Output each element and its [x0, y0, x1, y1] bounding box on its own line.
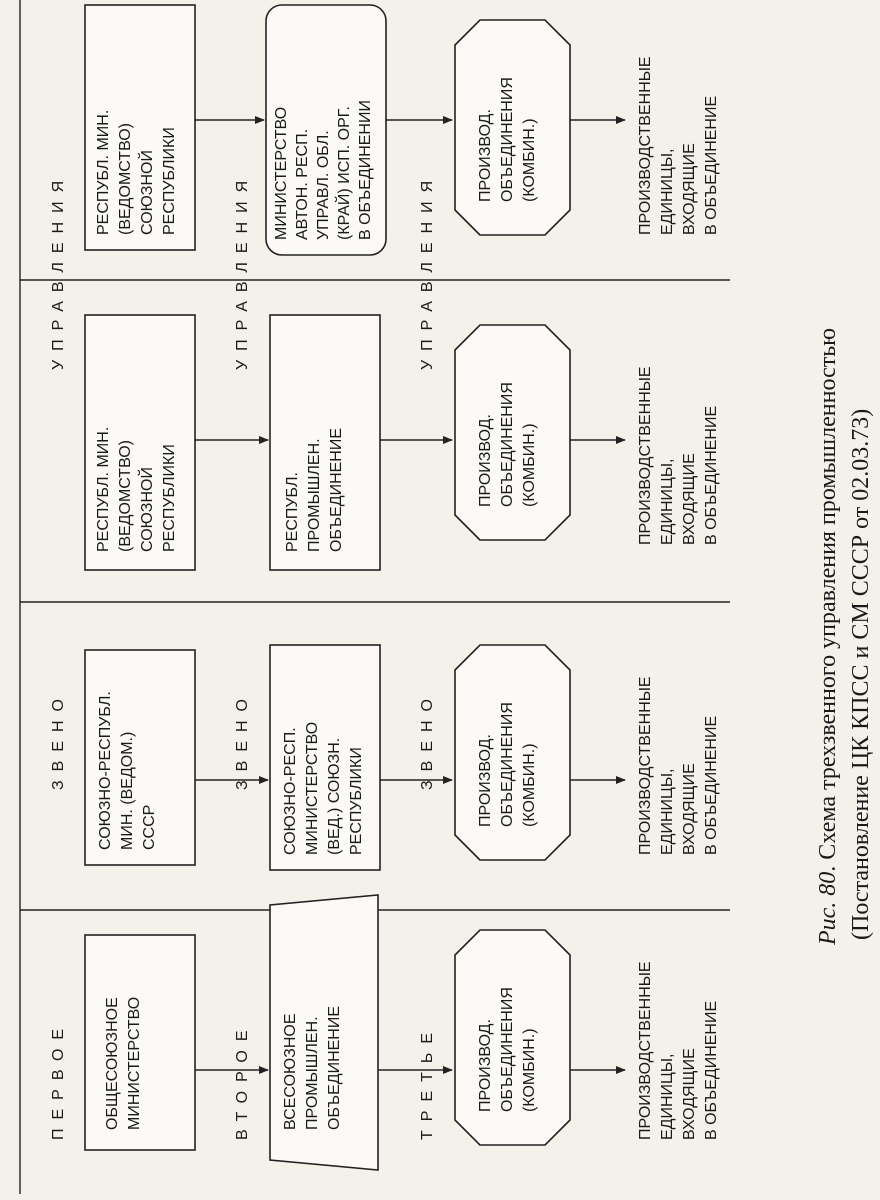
- production-units-label-4: ПРОИЗВОДСТВЕННЫЕ ЕДИНИЦЫ, ВХОДЯЩИЕ В ОБЪЕДИНЕНИЕ: [637, 56, 720, 235]
- level-title-upravleniya-1: УПРАВЛЕНИЯ: [50, 171, 67, 370]
- level-title-upravleniya-2: УПРАВЛЕНИЯ: [234, 171, 251, 370]
- figure-caption-line-2: (Постановление ЦК КПСС и СМ СССР от 02.03.73): [848, 408, 874, 940]
- republic-industrial-association-label: РЕСПУБЛ. ПРОМЫШЛЕН. ОБЪЕДИНЕНИЕ: [284, 427, 345, 552]
- level-title-zveno-2: ЗВЕНО: [234, 689, 251, 790]
- level-title-zveno-1: ЗВЕНО: [50, 689, 67, 790]
- production-units-label-2: ПРОИЗВОДСТВЕННЫЕ ЕДИНИЦЫ, ВХОДЯЩИЕ В ОБЪЕДИНЕНИЕ: [637, 676, 720, 855]
- union-republic-ministry-ussr-label: СОЮЗНО-РЕСПУБЛ. МИН. (ВЕДОМ.) СССР: [97, 691, 158, 850]
- figure-caption-line-1: [815, 328, 841, 946]
- production-units-label-3: ПРОИЗВОДСТВЕННЫЕ ЕДИНИЦЫ, ВХОДЯЩИЕ В ОБЪЕДИНЕНИЕ: [637, 366, 720, 545]
- autonomous-republic-ministry-label: МИНИСТЕРСТВО АВТОН. РЕСП. УПРАВЛ. ОБЛ. (КРАЙ) ИСП. ОРГ. В ОБЪЕДИНЕНИИ: [273, 100, 374, 240]
- level-title-upravleniya-3: УПРАВЛЕНИЯ: [419, 171, 436, 370]
- production-association-label-3: ПРОИЗВОД. ОБЪЕДИНЕНИЯ (КОМБИН.): [477, 382, 538, 507]
- figure-number: Рис. 80: [815, 871, 841, 945]
- level-title-third: ТРЕТЬЕ: [419, 1023, 436, 1140]
- production-units-label-1: ПРОИЗВОДСТВЕННЫЕ ЕДИНИЦЫ, ВХОДЯЩИЕ В ОБЪЕДИНЕНИЕ: [637, 961, 720, 1140]
- production-association-label-2: ПРОИЗВОД. ОБЪЕДИНЕНИЯ (КОМБИН.): [477, 702, 538, 827]
- all-union-ministry-label: ОБЩЕСОЮЗНОЕ МИНИСТЕРСТВО: [104, 996, 143, 1130]
- republic-ministry-label-1: РЕСПУБЛ. МИН. (ВЕДОМСТВО) СОЮЗНОЙ РЕСПУБЛИКИ: [95, 426, 178, 552]
- level-title-second: ВТОРОЕ: [234, 1021, 251, 1140]
- level-title-zveno-3: ЗВЕНО: [419, 689, 436, 790]
- all-union-industrial-association-label: ВСЕСОЮЗНОЕ ПРОМЫШЛЕН. ОБЪЕДИНЕНИЕ: [282, 1005, 343, 1130]
- production-association-label-1: ПРОИЗВОД. ОБЪЕДИНЕНИЯ (КОМБИН.): [477, 987, 538, 1112]
- production-association-label-4: ПРОИЗВОД. ОБЪЕДИНЕНИЯ (КОМБИН.): [477, 77, 538, 202]
- figure-title: . Схема трехзвенного управления промышленностью: [815, 327, 841, 872]
- union-republic-ministry-of-republic-label: СОЮЗНО-РЕСП. МИНИСТЕРСТВО (ВЕД.) СОЮЗН. РЕСПУБЛИКИ: [282, 721, 365, 855]
- level-title-first: ПЕРВОЕ: [50, 1019, 67, 1140]
- republic-ministry-label-2: РЕСПУБЛ. МИН. (ВЕДОМСТВО) СОЮЗНОЙ РЕСПУБЛИКИ: [95, 109, 178, 235]
